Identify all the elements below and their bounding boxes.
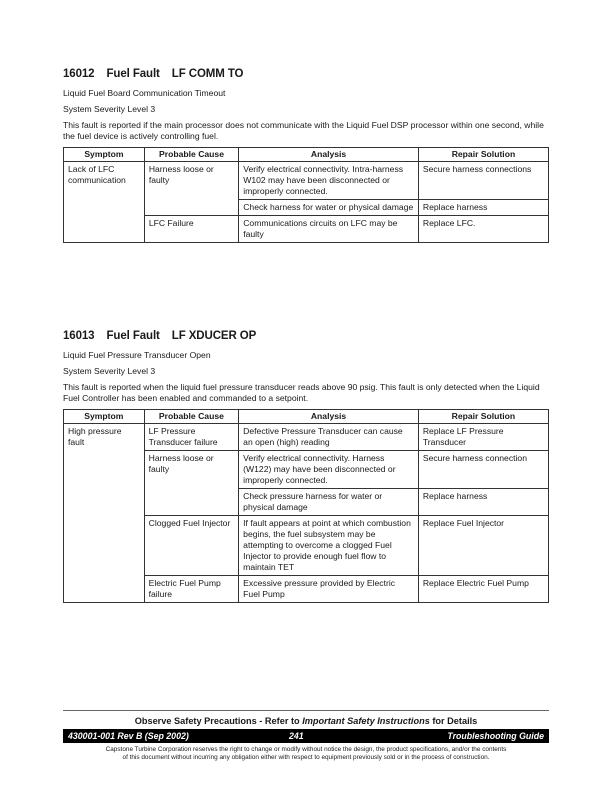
fault-code: 16013 — [63, 330, 95, 342]
cell-repair: Replace LF Pressure Transducer — [418, 424, 548, 451]
cell-analysis: Defective Pressure Transducer can cause an open (high) reading — [239, 424, 419, 451]
fault-explanation: This fault is reported if the main processor does not communicate with the Liquid Fuel DSP processor within one second, while the fuel device is actively controlling fuel. — [63, 120, 544, 141]
table-row — [64, 200, 549, 216]
cell-symptom — [64, 200, 145, 216]
cell-repair: Replace harness — [418, 200, 548, 216]
cell-analysis: Excessive pressure provided by Electric Fuel Pump — [239, 576, 419, 603]
cell-repair: Replace harness — [418, 489, 548, 516]
fault-description: Liquid Fuel Pressure Transducer Open — [63, 350, 211, 360]
cell-repair: Replace Fuel Injector — [418, 516, 548, 576]
cell-analysis: Check pressure harness for water or physical damage — [239, 489, 419, 516]
troubleshooting-table — [63, 147, 549, 243]
table-header-row — [64, 410, 549, 424]
cell-cause: LFC Failure — [144, 216, 238, 243]
cell-analysis: If fault appears at point at which combustion begins, the fuel subsystem may be attempting to overcome a clogged Fuel Injector to provide enough fuel flow to maintain TET — [239, 516, 419, 576]
table-row — [64, 162, 549, 200]
footer-bar — [63, 729, 549, 743]
cell-symptom: Lack of LFC communication — [64, 162, 145, 200]
table-row — [64, 516, 549, 576]
table-header-row — [64, 148, 549, 162]
header-analysis: Analysis — [239, 410, 419, 424]
header-symptom: Symptom — [64, 148, 145, 162]
guide-title: Troubleshooting Guide — [447, 730, 544, 741]
cell-symptom — [64, 216, 145, 243]
table-row — [64, 451, 549, 489]
table-row — [64, 489, 549, 516]
cell-symptom — [64, 516, 145, 576]
cell-analysis: Communications circuits on LFC may be faulty — [239, 216, 419, 243]
severity-level: System Severity Level 3 — [63, 104, 156, 114]
fault-section-16013 — [63, 330, 549, 603]
safety-notice-suffix: for Details — [429, 716, 478, 726]
header-probable-cause: Probable Cause — [144, 410, 239, 424]
cell-repair: Secure harness connection — [418, 451, 548, 489]
cell-analysis: Verify electrical connectivity. Harness (W122) may have been disconnected or improperly connected. — [239, 451, 419, 489]
safety-notice-prefix: Observe Safety Precautions - Refer to — [134, 716, 303, 726]
cell-symptom — [64, 576, 145, 603]
severity-level: System Severity Level 3 — [63, 366, 156, 376]
header-probable-cause: Probable Cause — [144, 148, 238, 162]
cell-cause: Electric Fuel Pump failure — [144, 576, 239, 603]
fault-name: LF XDUCER OP — [171, 330, 257, 342]
cell-cause: Harness loose or faulty — [144, 162, 238, 200]
document-number: 430001-001 Rev B (Sep 2002) — [68, 730, 189, 741]
cell-repair: Replace LFC. — [418, 216, 548, 243]
fault-category: Fuel Fault — [106, 68, 160, 80]
cell-cause: Harness loose or faulty — [144, 451, 239, 489]
header-repair-solution: Repair Solution — [418, 148, 548, 162]
cell-repair: Secure harness connections — [418, 162, 548, 200]
footer-divider — [63, 710, 549, 711]
safety-notice — [63, 716, 549, 726]
disclaimer-line: Capstone Turbine Corporation reserves the right to change or modify without notice the design, the product specifications, and/or the contents — [105, 746, 507, 753]
legal-disclaimer — [63, 746, 549, 762]
cell-cause — [144, 200, 238, 216]
disclaimer-line: of this document without incurring any obligation either with respect to equipment previously sold or in the process of construction. — [122, 754, 490, 761]
cell-analysis: Verify electrical connectivity. Intra-harness W102 may have been disconnected or improperly connected. — [239, 162, 419, 200]
table-row — [64, 576, 549, 603]
page-number: 241 — [289, 730, 304, 741]
header-symptom: Symptom — [64, 410, 145, 424]
fault-explanation: This fault is reported when the liquid fuel pressure transducer reads above 90 psig. This fault is only detected when the Liquid Fuel Controller has been enabled and commanded to a setpoint. — [63, 382, 540, 403]
cell-symptom — [64, 451, 145, 489]
fault-category: Fuel Fault — [106, 330, 160, 342]
header-repair-solution: Repair Solution — [418, 410, 548, 424]
fault-code: 16012 — [63, 68, 95, 80]
header-analysis: Analysis — [239, 148, 419, 162]
fault-heading — [63, 68, 549, 80]
table-row — [64, 424, 549, 451]
cell-repair: Replace Electric Fuel Pump — [418, 576, 548, 603]
cell-cause: Clogged Fuel Injector — [144, 516, 239, 576]
fault-description: Liquid Fuel Board Communication Timeout — [63, 88, 226, 98]
cell-cause — [144, 489, 239, 516]
cell-analysis: Check harness for water or physical damage — [239, 200, 419, 216]
cell-symptom: High pressure fault — [64, 424, 145, 451]
fault-name: LF COMM TO — [171, 68, 244, 80]
cell-symptom — [64, 489, 145, 516]
troubleshooting-table — [63, 409, 549, 603]
cell-cause: LF Pressure Transducer failure — [144, 424, 239, 451]
fault-heading — [63, 330, 549, 342]
table-row — [64, 216, 549, 243]
safety-instructions-reference: Important Safety Instructions — [302, 716, 430, 726]
fault-section-16012 — [63, 68, 549, 243]
